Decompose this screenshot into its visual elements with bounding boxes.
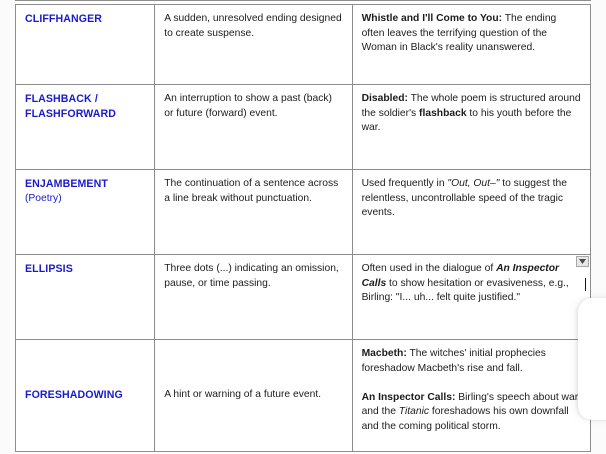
example-body: The ending often leaves the terrifying question of the Woman in Black's reality unanswered.	[361, 13, 557, 54]
term-cell[interactable]	[16, 340, 155, 452]
definition-cell[interactable]	[155, 170, 352, 255]
term-label: CLIFFHANGER	[25, 13, 103, 25]
example-lead: Disabled:	[361, 93, 408, 104]
example-body-pre: Often used in the dialogue of	[361, 263, 497, 274]
page-gutter-right	[591, 0, 606, 454]
definition-cell[interactable]	[155, 5, 352, 85]
literary-techniques-table	[15, 4, 591, 452]
example-text	[362, 92, 581, 136]
term-cell[interactable]	[16, 255, 155, 340]
term-cell[interactable]	[16, 170, 155, 255]
example-cell[interactable]	[352, 340, 590, 452]
term-label: ELLIPSIS	[25, 263, 73, 275]
page-gutter-left	[0, 0, 15, 454]
term-cell[interactable]	[16, 85, 155, 170]
definition-cell[interactable]	[155, 340, 352, 452]
paragraph-spacer	[362, 376, 581, 391]
chevron-down-icon[interactable]	[576, 256, 589, 267]
term-cell[interactable]	[16, 5, 155, 85]
example-quoted-title: "Out, Out–"	[447, 178, 500, 189]
example-text	[362, 12, 581, 56]
example-lead: Whistle and I'll Come to You:	[361, 13, 503, 24]
term-label: ENJAMBEMENT	[25, 178, 108, 190]
example-body-pre: The whole poem is structured around the soldier's	[361, 93, 581, 119]
example-cell-editing[interactable]	[352, 255, 590, 340]
table-row[interactable]	[16, 255, 591, 340]
term-sublabel: (Poetry)	[25, 192, 62, 204]
example-paragraph	[362, 347, 581, 376]
table-row[interactable]	[16, 5, 591, 85]
term-label: FORESHADOWING	[25, 389, 123, 402]
text-cursor-caret	[585, 278, 586, 291]
definition-text: Three dots (...) indicating an omission, pause, or time passing.	[164, 263, 339, 289]
example-body: The witches' initial prophecies foreshadow Macbeth's rise and fall.	[361, 348, 546, 374]
example-body-pre: Birling's speech about war and the	[361, 391, 579, 418]
example-text	[362, 177, 581, 221]
example-lead: An Inspector Calls:	[361, 391, 456, 403]
example-body-post: to his youth before the war.	[361, 107, 572, 134]
clipped-row-top-border	[15, 0, 591, 1]
definition-text: An interruption to show a past (back) or future (forward) event.	[164, 93, 332, 119]
term-label: FLASHBACK /	[25, 93, 98, 105]
table-row[interactable]	[16, 340, 591, 452]
example-lead: Macbeth:	[361, 348, 407, 359]
example-body-post: to show hesitation or evasiveness, e.g., Birling: "I... uh... felt quite justified."	[361, 277, 569, 304]
example-play-title: An Inspector Calls	[361, 263, 560, 289]
example-body-pre: Used frequently in	[361, 178, 448, 189]
example-cell[interactable]	[352, 85, 590, 170]
example-cell[interactable]	[352, 5, 590, 85]
table-row[interactable]	[16, 170, 591, 255]
example-text	[362, 262, 581, 306]
definition-text: The continuation of a sentence across a line break without punctuation.	[164, 178, 339, 204]
table-row[interactable]	[16, 85, 591, 170]
definition-text: A sudden, unresolved ending designed to create suspense.	[164, 13, 342, 39]
definition-text: A hint or warning of a future event.	[164, 389, 322, 401]
definition-cell[interactable]	[155, 255, 352, 340]
term-label-line2: FLASHFORWARD	[25, 107, 117, 120]
example-body-emphasis: flashback	[419, 107, 467, 119]
example-ship-name: Titanic	[398, 406, 430, 418]
example-body-post: to suggest the relentless, uncontrollable speed of the tragic events.	[361, 178, 567, 219]
example-cell[interactable]	[352, 170, 590, 255]
example-body-post: foreshadows his own downfall and the coming political storm.	[361, 406, 569, 432]
definition-cell[interactable]	[155, 85, 352, 170]
example-paragraph	[362, 391, 581, 435]
